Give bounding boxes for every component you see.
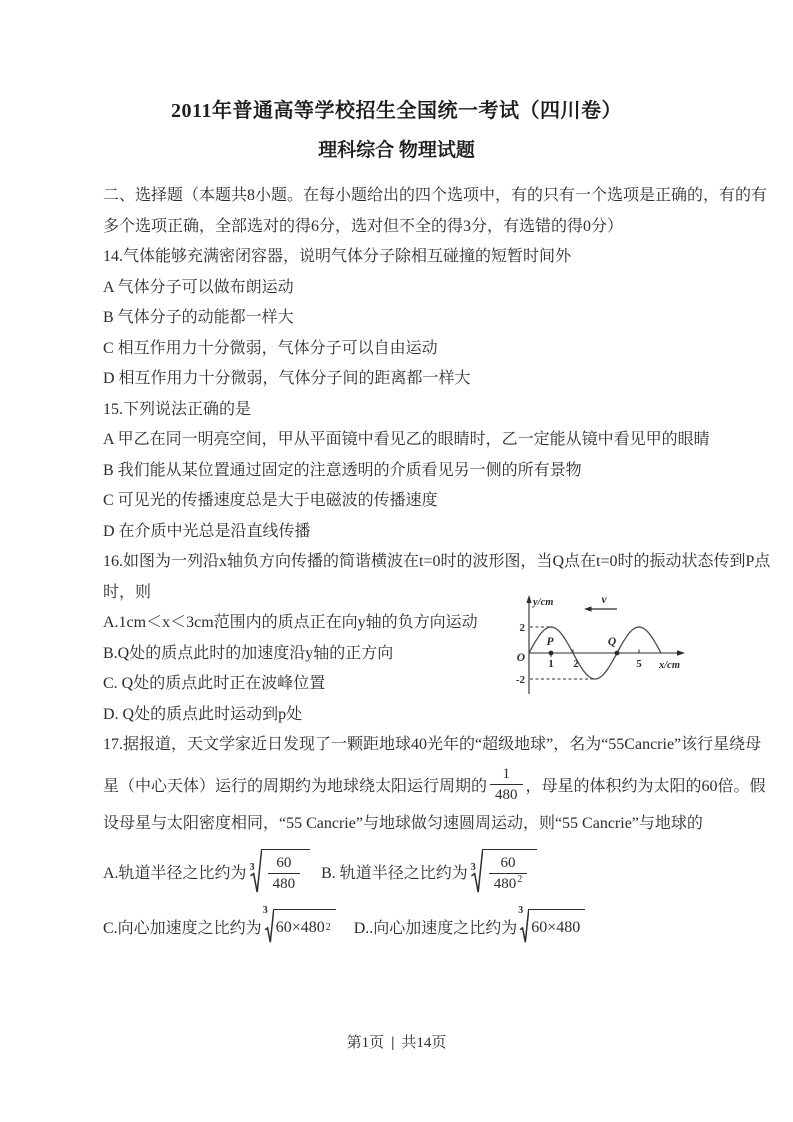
q16-option-b: B.Q处的质点此时的加速度沿y轴的正方向 <box>103 644 394 662</box>
footer-separator: | <box>391 1035 395 1051</box>
radicand: 60×480 2 <box>273 909 336 945</box>
q14-stem: 14.气体能够充满密闭容器，说明气体分子除相互碰撞的短暂时间外 <box>103 248 572 265</box>
cube-root-d <box>518 905 585 945</box>
q17-option-d-text: D..向心加速度之比约为 <box>353 920 518 938</box>
fraction-denominator <box>489 874 528 893</box>
q17-option-d <box>353 905 586 945</box>
root-index: 3 <box>518 905 524 917</box>
y-axis-arrow <box>526 595 531 603</box>
wave-figure <box>499 591 699 711</box>
q15-option-d: D 在介质中光总是沿直线传播 <box>103 522 311 540</box>
cube-root-c <box>262 905 336 945</box>
exam-title: 2011年普通高等学校招生全国统一考试（四川卷） <box>171 100 622 122</box>
q16-option-a: A.1cm＜x＜3cm范围内的质点正在向y轴的负方向运动 <box>103 614 478 631</box>
radicand <box>482 849 538 895</box>
page-footer <box>0 1031 793 1052</box>
fraction-numerator: 60 <box>268 854 301 874</box>
ymax-label: 2 <box>519 622 525 634</box>
xtick-2-label: 2 <box>573 658 579 670</box>
root-index: 3 <box>470 861 476 873</box>
fraction-denominator: 480 <box>495 787 518 803</box>
ymin-label: -2 <box>515 674 525 686</box>
radicand <box>261 849 311 895</box>
cube-root-b <box>470 849 538 895</box>
q17-option-b <box>321 849 537 895</box>
denominator-base: 480 <box>493 875 517 892</box>
fraction-60-480 <box>268 854 301 893</box>
fraction-numerator: 1 <box>490 765 523 785</box>
root-index: 3 <box>262 905 268 917</box>
q17-line2-pre: 星（中心天体）运行的周期约为地球绕太阳运行周期的 <box>103 778 488 795</box>
y-axis-label: y/cm <box>533 597 554 608</box>
q17-stem-line1: 17.据报道，天文学家近日发现了一颗距地球40光年的“超级地球”，名为“55Cancrie”该行星绕母 <box>103 736 762 753</box>
q17-option-a-text: A.轨道半径之比约为 <box>103 865 247 883</box>
fraction-1-480 <box>490 765 523 804</box>
q17-options-row2 <box>103 907 703 947</box>
q17-line2-post: ，母星的体积约为太阳的60倍。假 <box>525 778 766 795</box>
q14-option-d: D 相互作用力十分微弱，气体分子间的距离都一样大 <box>103 370 471 387</box>
q17-stem-line2 <box>103 761 766 809</box>
q17-option-c <box>103 905 336 945</box>
point-q-dot <box>615 651 620 656</box>
q16-stem-line2: 时，则 <box>103 583 152 601</box>
q17-option-a <box>103 849 310 895</box>
origin-label: O <box>516 652 525 664</box>
q17-stem-line3: 设母星与太阳密度相同，“55 Cancrie”与地球做匀速圆周运动，则“55 Cancrie”与地球的 <box>103 814 703 832</box>
section-intro-line1: 二、选择题（本题共8小题。在每小题给出的四个选项中，有的只有一个选项是正确的，有的有 <box>103 187 768 204</box>
q14-option-b: B 气体分子的动能都一样大 <box>103 309 294 326</box>
root-index: 3 <box>249 861 255 873</box>
exam-content <box>103 181 771 947</box>
q17-options-row1 <box>103 843 703 901</box>
q15-option-a: A 甲乙在同一明亮空间，甲从平面镜中看见乙的眼睛时，乙一定能从镜中看见甲的眼睛 <box>103 431 710 448</box>
xtick-5-label: 5 <box>636 658 642 670</box>
cube-root-a <box>249 849 311 895</box>
q16-option-c: C. Q处的质点此时正在波峰位置 <box>103 675 326 692</box>
point-p-dot <box>549 651 554 656</box>
fraction-60-480sq <box>489 854 528 893</box>
q16-stem-line1: 16.如图为一列沿x轴负方向传播的简谐横波在t=0时的波形图，当Q点在t=0时的振动状态传到P点 <box>103 553 771 570</box>
footer-total-pages: 共14页 <box>401 1035 447 1051</box>
radicand-expression: 60×480 <box>275 919 325 937</box>
point-q-label: Q <box>607 636 617 648</box>
velocity-label: v <box>601 594 607 606</box>
x-axis-arrow <box>677 650 685 655</box>
radicand <box>528 909 585 945</box>
q14-option-c: C 相互作用力十分微弱，气体分子可以自由运动 <box>103 339 438 357</box>
radicand-expression: 60×480 <box>531 919 581 937</box>
q17-option-c-text: C.向心加速度之比约为 <box>103 920 262 938</box>
q16-block <box>103 547 771 730</box>
point-p-label: P <box>546 636 554 648</box>
q17-option-b-text: B. 轨道半径之比约为 <box>321 865 468 883</box>
exam-subtitle: 理科综合 物理试题 <box>318 140 475 161</box>
q15-option-b: B 我们能从某位置通过固定的注意透明的介质看见另一侧的所有景物 <box>103 461 582 479</box>
x-axis-label: x/cm <box>659 660 680 671</box>
fraction-denominator: 480 <box>272 875 296 892</box>
q15-option-c: C 可见光的传播速度总是大于电磁波的传播速度 <box>103 492 438 509</box>
q14-option-a: A 气体分子可以做布朗运动 <box>103 278 294 296</box>
q16-option-d: D. Q处的质点此时运动到p处 <box>103 705 303 723</box>
section-intro-line2: 多个选项正确，全部选对的得6分，选对但不全的得3分，有选错的得0分） <box>103 217 624 235</box>
velocity-arrow-head <box>584 606 592 611</box>
q15-stem: 15.下列说法正确的是 <box>103 400 252 418</box>
footer-page-number: 第1页 <box>346 1035 385 1051</box>
fraction-numerator: 60 <box>489 854 528 874</box>
denominator-exponent: 2 <box>517 873 523 885</box>
xtick-1-label: 1 <box>548 658 554 670</box>
